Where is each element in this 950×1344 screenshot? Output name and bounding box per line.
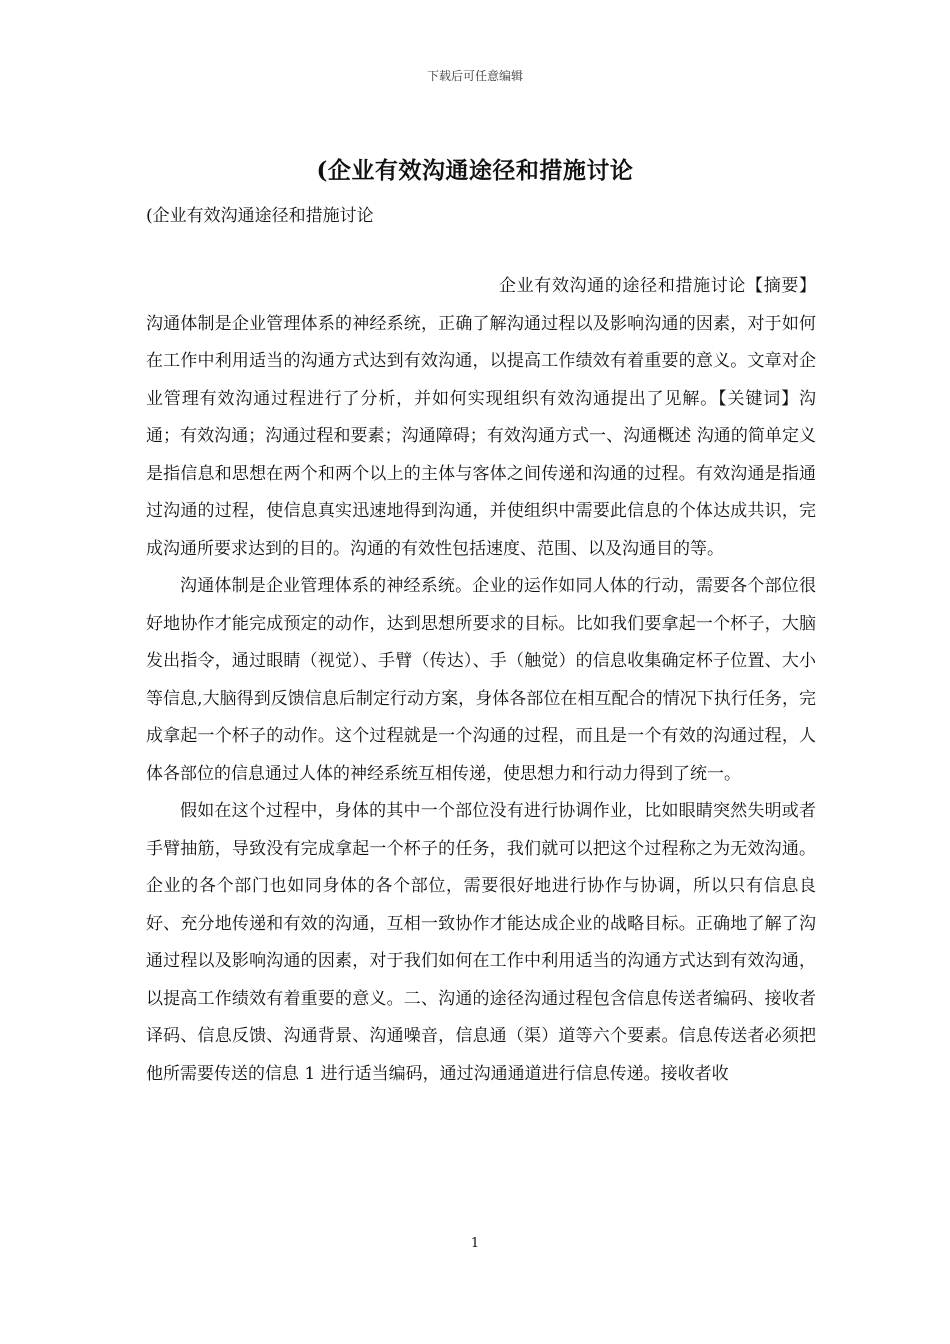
paragraph-abstract: 企业有效沟通的途径和措施讨论【摘要】沟通体制是企业管理体系的神经系统，正确了解沟通过程以及影响沟通的因素，对于如何在工作中利用适当的沟通方式达到有效沟通，以提高工作绩效有着重要的意义。文章对企业管理有效沟通过程进行了分析，并如何实现组织有效沟通提出了见解。【关键词】沟通；有效沟通；沟通过程和要素；沟通障碍；有效沟通方式一、沟通概述 沟通的简单定义是指信息和思想在两个和两个以上的主体与客体之间传递和沟通的过程。有效沟通是指通过沟通的过程，使信息真实迅速地得到沟通，并使组织中需要此信息的个体达成共识，完成沟通所要求达到的目的。沟通的有效性包括速度、范围、以及沟通目的等。: [146, 276, 816, 559]
header-note: 下载后可任意编辑: [426, 69, 523, 83]
document-title: (企业有效沟通途径和措施讨论: [316, 157, 634, 184]
paragraph: 假如在这个过程中，身体的其中一个部位没有进行协调作业，比如眼睛突然失明或者手臂抽筋，导致没有完成拿起一个杯子的任务，我们就可以把这个过程称之为无效沟通。企业的各个部门也如同身体的各个部位，需要很好地进行协作与协调，所以只有信息良好、充分地传递和有效的沟通，互相一致协作才能达成企业的战略目标。正确地了解了沟通过程以及影响沟通的因素，对于我们如何在工作中利用适当的沟通方式达到有效沟通，以提高工作绩效有着重要的意义。二、沟通的途径沟通过程包含信息传送者编码、接收者译码、信息反馈、沟通背景、沟通噪音，信息通（渠）道等六个要素。信息传送者必须把他所需要传送的信息 1 进行适当编码，通过沟通通道进行信息传递。接收者收: [146, 801, 816, 1084]
document-body: [146, 268, 816, 1093]
document-subtitle: (企业有效沟通途径和措施讨论: [146, 206, 374, 226]
page-number: 1: [470, 1236, 480, 1251]
paragraph: 沟通体制是企业管理体系的神经系统。企业的运作如同人体的行动，需要各个部位很好地协作才能完成预定的动作，达到思想所要求的目标。比如我们要拿起一个杯子，大脑发出指令，通过眼睛（视觉）、手臂（传达）、手（触觉）的信息收集确定杯子位置、大小等信息,大脑得到反馈信息后制定行动方案，身体各部位在相互配合的情况下执行任务，完成拿起一个杯子的动作。这个过程就是一个沟通的过程，而且是一个有效的沟通过程，人体各部位的信息通过人体的神经系统互相传递，使思想力和行动力得到了统一。: [146, 576, 816, 784]
